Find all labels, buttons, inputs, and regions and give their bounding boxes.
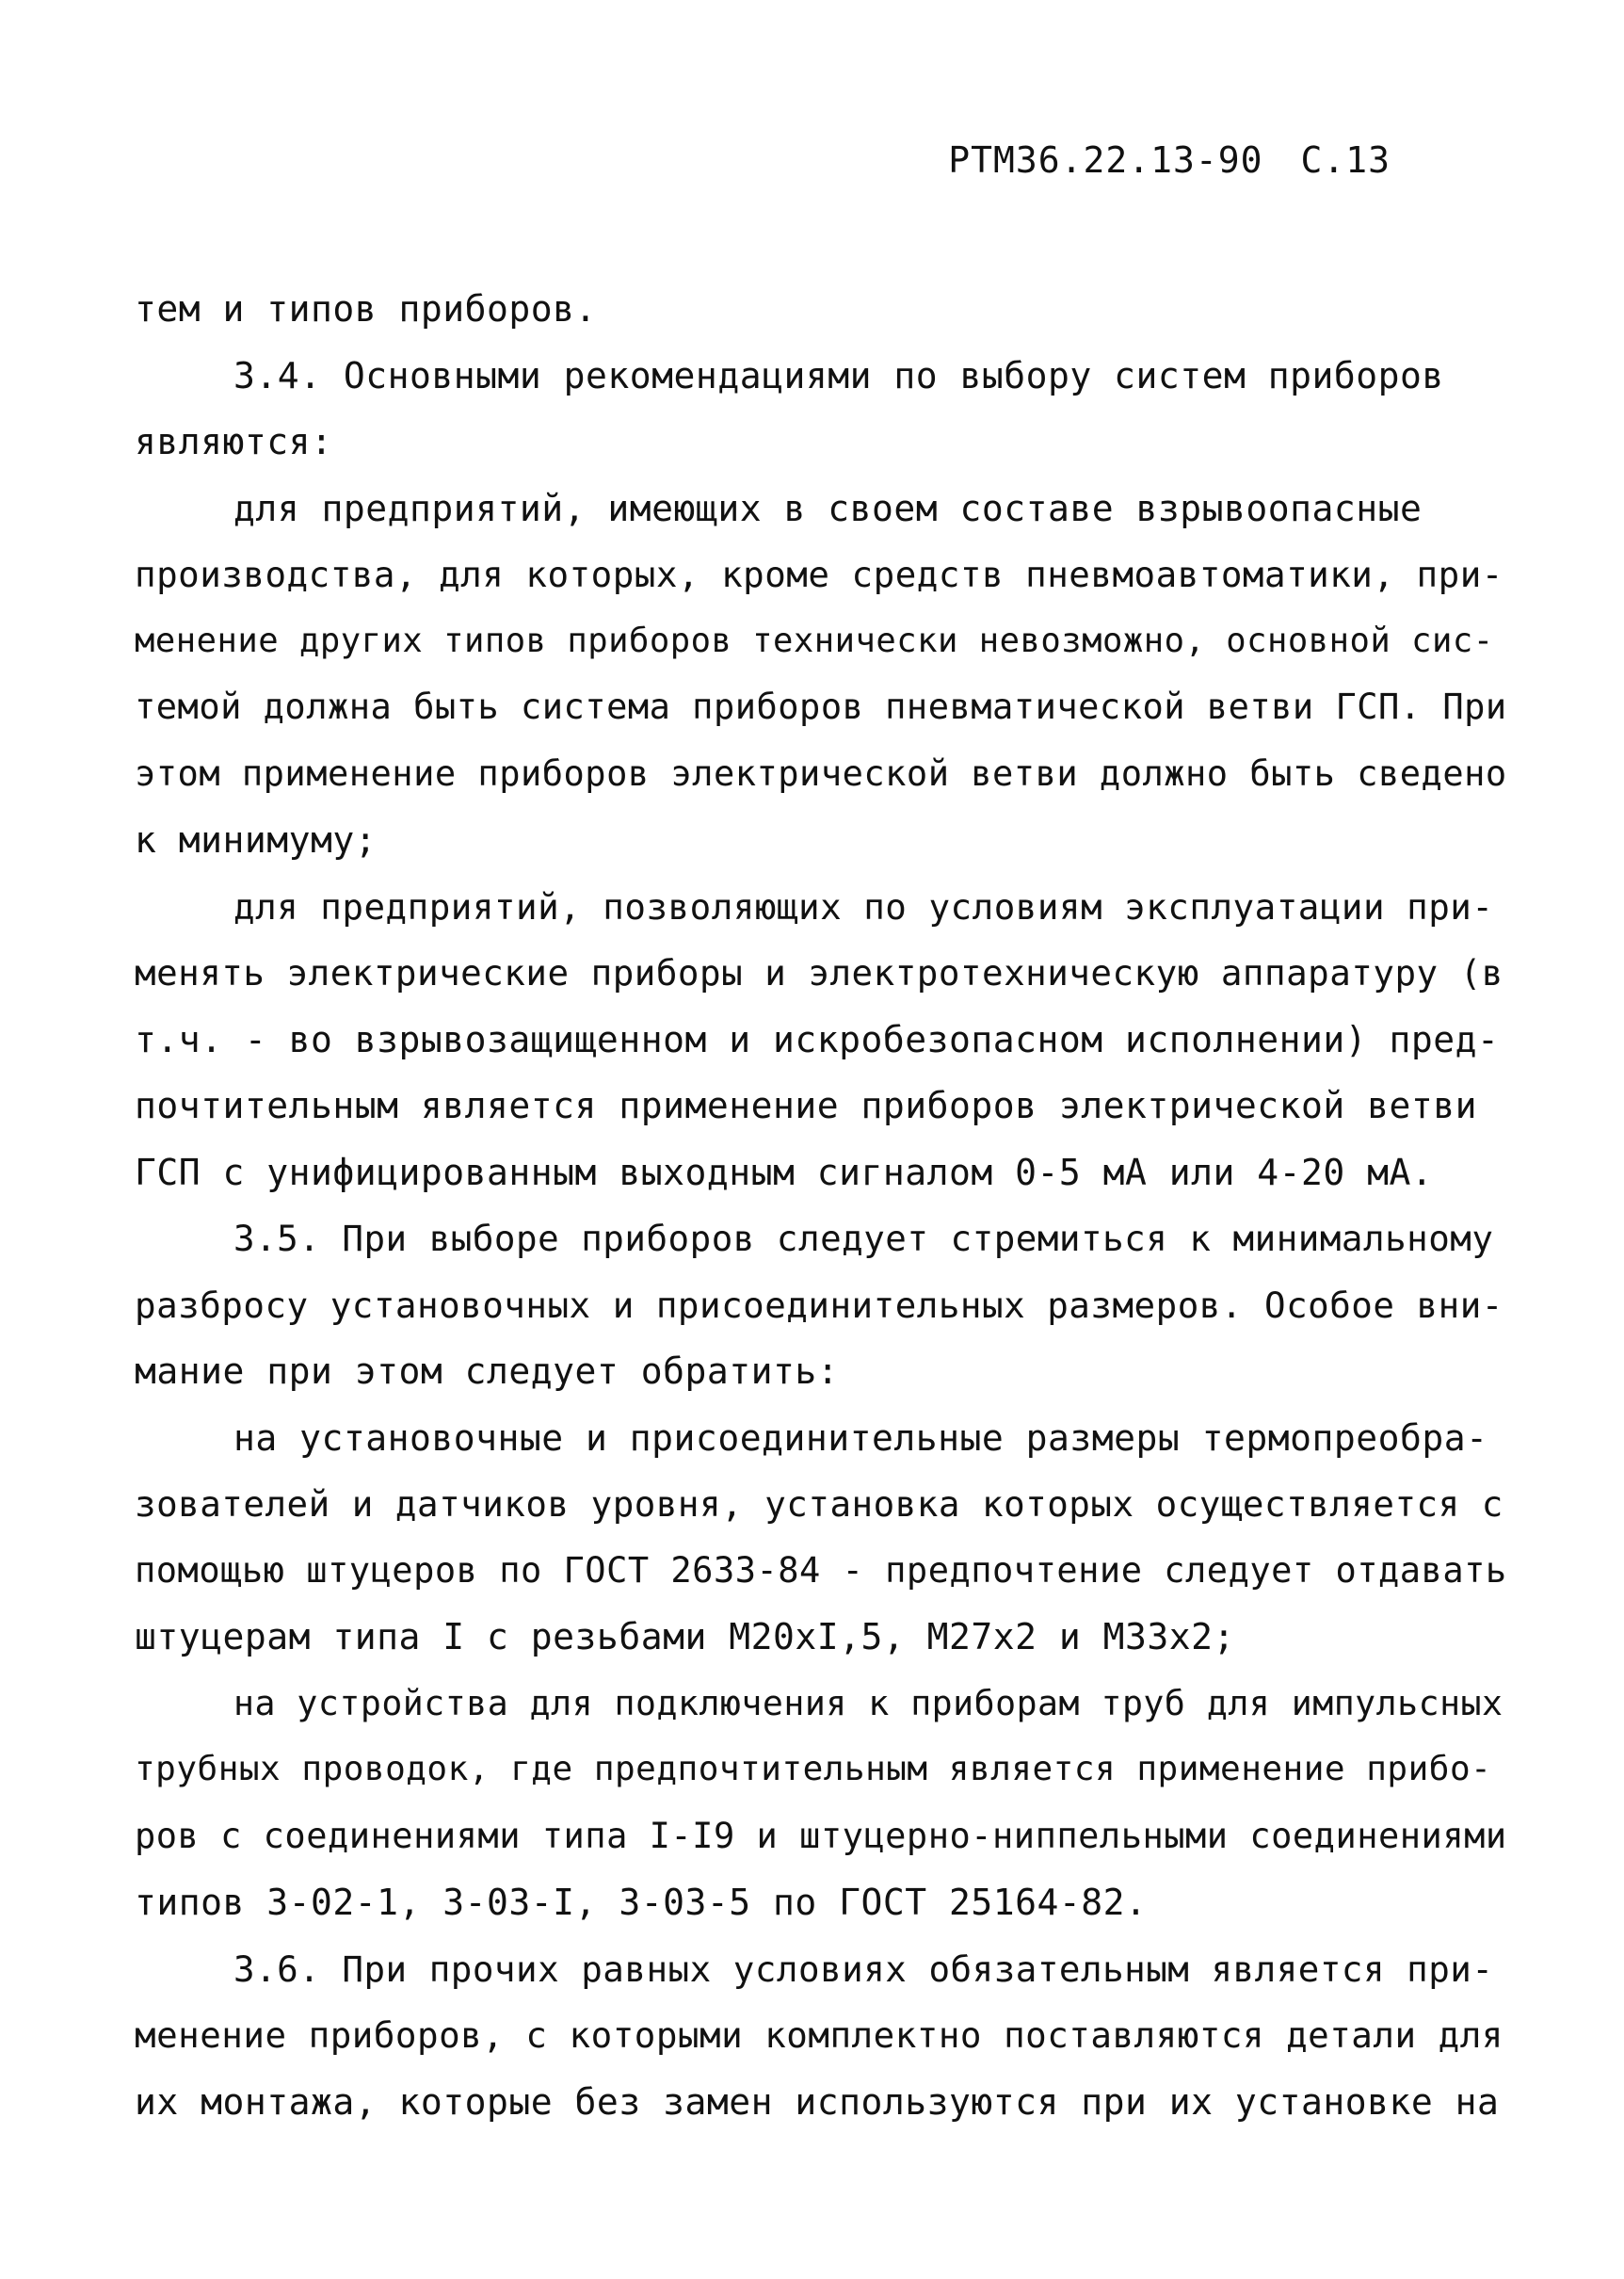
text-line: менение приборов, с которыми комплектно поставляются детали для — [135, 2014, 1503, 2056]
text-line: 3.5. При выборе приборов следует стремиться к минимальному — [233, 1218, 1494, 1259]
text-line: разбросу установочных и присоединительных размеров. Особое вни- — [135, 1284, 1503, 1326]
text-line: 3.6. При прочих равных условиях обязательным является при- — [233, 1948, 1494, 1990]
text-line: типов 3-02-1, 3-03-I, 3-03-5 по ГОСТ 25164-82. — [135, 1882, 1148, 1923]
text-line: менять электрические приборы и электротехническую аппаратуру (в — [135, 952, 1503, 994]
text-line: темой должна быть система приборов пневматической ветви ГСП. При — [135, 687, 1507, 727]
text-line: на устройства для подключения к приборам труб для импульсных — [233, 1682, 1503, 1723]
text-line: этом применение приборов электрической ветви должно быть сведено — [135, 752, 1507, 794]
text-line: тем и типов приборов. — [135, 288, 597, 330]
text-line: производства, для которых, кроме средств пневмоавтоматики, при- — [135, 554, 1503, 595]
text-line: штуцерам типа I с резьбами М20хI,5, М27х2 и М33х2; — [135, 1616, 1235, 1657]
document-code: РТМ36.22.13-90 — [948, 139, 1263, 181]
page-number: С.13 — [1300, 139, 1391, 181]
text-line: почтительным является применение приборов электрической ветви — [135, 1085, 1478, 1126]
text-line: для предприятий, позволяющих по условиям эксплуатации при- — [233, 885, 1494, 928]
text-line: трубных проводок, где предпочтительным является применение прибо- — [135, 1750, 1492, 1788]
text-line: 3.4. Основными рекомендациями по выбору систем приборов — [233, 354, 1444, 396]
text-line: ров с соединениями типа I-I9 и штуцерно-ниппельными соединениями — [135, 1815, 1507, 1856]
text-line: т.ч. - во взрывозащищенном и искробезопасном исполнении) пред- — [135, 1018, 1500, 1060]
text-line: к минимуму; — [135, 819, 378, 861]
text-line: их монтажа, которые без замен используются при их установке на — [135, 2080, 1500, 2123]
text-line: мание при этом следует обратить: — [135, 1350, 840, 1392]
page-header — [948, 139, 1391, 181]
text-line: зователей и датчиков уровня, установка которых осуществляется с — [135, 1483, 1503, 1525]
text-line: ГСП с унифицированным выходным сигналом 0-5 мА или 4-20 мА. — [135, 1151, 1434, 1193]
text-line: для предприятий, имеющих в своем составе взрывоопасные — [233, 487, 1423, 529]
body-text — [135, 276, 1509, 2135]
text-line: являются: — [135, 421, 333, 462]
text-line: помощью штуцеров по ГОСТ 2633-84 - предпочтение следует отдавать — [135, 1549, 1507, 1591]
text-line: менение других типов приборов технически невозможно, основной сис- — [135, 621, 1494, 660]
text-line: на установочные и присоединительные размеры термопреобра- — [233, 1416, 1488, 1459]
